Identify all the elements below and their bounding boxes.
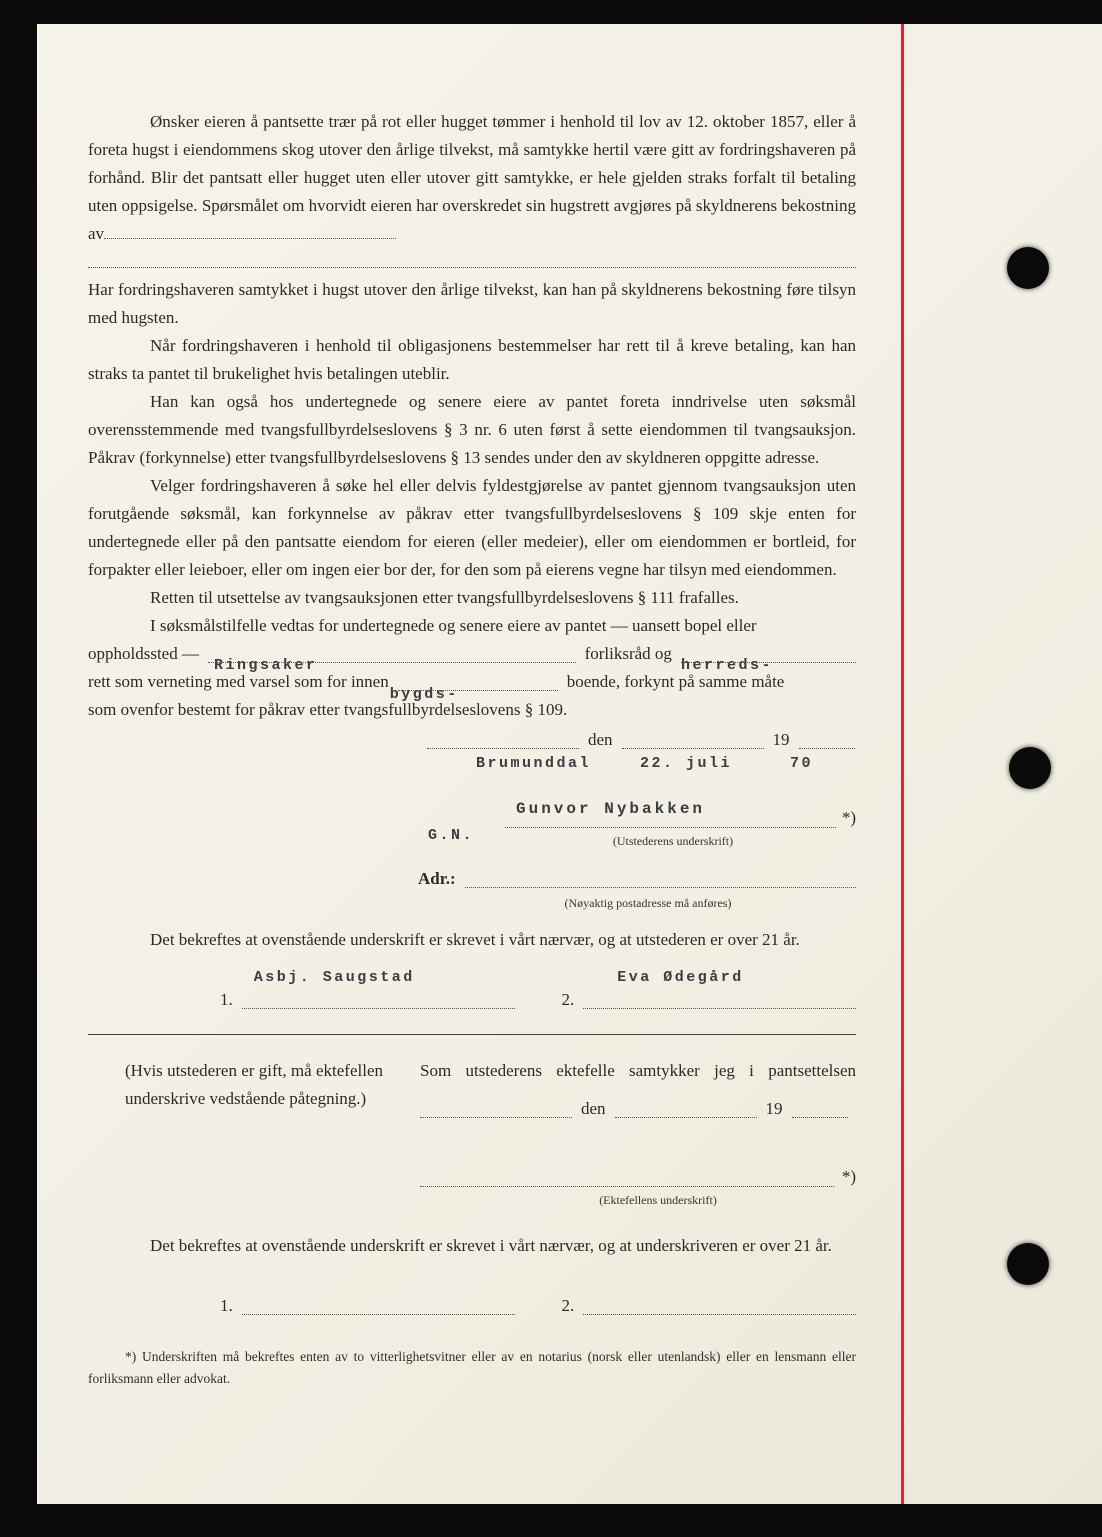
address-blank xyxy=(465,865,856,893)
spouse-signature-caption: (Ektefellens underskrift) xyxy=(599,1193,717,1207)
paragraph-venue-line4: som ovenfor bestemt for påkrav etter tvangsfullbyrdelseslovens § 109. xyxy=(88,700,568,719)
paragraph-enforcement: Han kan også hos undertegnede og senere eiere av pantet foreta inndrivelse uten søksmål overensstemmende med tvangsfullbyrdelseslovens § 3 nr. 6 uten først å sette eiendommen til tvangsauksjon. Påkrav (forkynnelse) etter tvangsfullbyrdelseslovens § 13 sendes under den av skyldneren oppgitte adresse. xyxy=(88,392,856,467)
punch-hole-middle xyxy=(1009,747,1051,789)
paragraph-forest-mortgage-text: Ønsker eieren å pantsette trær på rot eller hugget tømmer i henhold til lov av 12. oktober 1857, eller å foreta hugst i eiendommens skog utover den årlige tilvekst, må samtykke hertil være gitt av fordringshaveren på forhånd. Blir det pantsatt eller hugget uten eller utover gitt samtykke, er hele gjelden straks forfalt til betaling uten oppsigelse. Spørsmålet om hvorvidt eieren har overskredet sin hugstrett avgjøres på skyldnerens bekostning av xyxy=(88,112,856,243)
spouse-date-line xyxy=(420,1095,856,1123)
witness-row-spacer xyxy=(524,986,562,1014)
issuer-signature-caption: (Utstederens underskrift) xyxy=(612,834,734,848)
spouse-signature-line xyxy=(420,1186,834,1187)
fill-blank-continuation-line xyxy=(88,248,856,268)
witness-signature-row xyxy=(220,969,856,1014)
den-label: den xyxy=(588,730,613,749)
district-type-blank xyxy=(389,668,558,703)
spouse-consent-section xyxy=(88,1057,856,1208)
venue-pre-label: oppholdssted — xyxy=(88,644,199,663)
conciliation-board-blank xyxy=(208,640,576,674)
fill-blank-assessor xyxy=(104,235,396,239)
typed-court-prefix: herreds- xyxy=(680,657,773,674)
witness2-number: 2. xyxy=(561,990,575,1009)
text-column xyxy=(88,108,856,1390)
margin-red-line xyxy=(901,24,904,1504)
witness2-signature-line xyxy=(583,969,856,1014)
spouse-witness-spacer xyxy=(524,1292,562,1320)
spouse-witness2-number: 2. xyxy=(561,1296,575,1315)
spouse-year-blank xyxy=(792,1095,848,1123)
attestation-issuer: Det bekreftes at ovenstående underskrift er skrevet i vårt nærvær, og at utstederen er over 21 år. xyxy=(150,930,800,949)
address-row xyxy=(418,865,856,893)
typed-venue-place: Ringsaker xyxy=(213,657,318,674)
signing-date-line xyxy=(418,726,856,772)
paragraph-venue-line1: I søksmålstilfelle vedtas for undertegnede og senere eiere av pantet — uansett bopel eller xyxy=(150,616,757,635)
spouse-den-label: den xyxy=(581,1099,606,1118)
witness1-number: 1. xyxy=(220,990,233,1009)
spouse-date-blank xyxy=(615,1095,757,1123)
typed-district-prefix: bygds- xyxy=(389,686,459,703)
spouse-consent-block xyxy=(420,1057,856,1208)
punch-hole-top xyxy=(1007,247,1049,289)
paragraph-forced-auction: Velger fordringshaveren å søke hel eller delvis fyldestgjørelse av pantet gjennom tvangsauksjon uten forutgående søksmål, kan forkynnelse av påkrav etter tvangsfullbyrdelseslovens § 109 skje enten for undertegnede eller på den pantsatte eiendom for eieren (eller medeier), eller om eiendommen er bortleid, for forpakter eller leieboer, eller om ingen eier bor der, for den som på eierens vegne har tilsyn med eiendommen. xyxy=(88,476,856,579)
paragraph-logging-consent: Har fordringshaveren samtykket i hugst utover den årlige tilvekst, kan han på skyldnerens bekostning føre tilsyn med hugsten. xyxy=(88,280,856,327)
typed-sign-place: Brumunddal xyxy=(476,755,592,772)
typed-sign-year: 70 xyxy=(790,755,814,772)
year-19-label: 19 xyxy=(772,730,790,749)
district-post-label: boende, forkynt på samme måte xyxy=(566,672,785,691)
spouse-consent-text: Som utstederens ektefelle samtykker jeg i pantsettelsen xyxy=(420,1061,856,1080)
typed-issuer-name: Gunvor Nybakken xyxy=(516,800,706,818)
witness1-signature-line xyxy=(242,969,515,1014)
footnote-mark-issuer: *) xyxy=(841,808,856,827)
address-caption: (Nøyaktig postadresse må anføres) xyxy=(564,896,732,910)
footnote-text: *) Underskriften må bekreftes enten av to vitterlighetsvitner eller av en notarius (norsk eller utenlandsk) eller en lensmann eller forliksmann eller advokat. xyxy=(88,1349,856,1386)
venue-form-line xyxy=(88,640,856,674)
footnote-mark-spouse: *) xyxy=(841,1167,856,1186)
punch-hole-bottom xyxy=(1007,1243,1049,1285)
paragraph-forest-mortgage xyxy=(88,108,856,248)
spouse-witness1-line xyxy=(242,1292,515,1320)
spouse-witness1-number: 1. xyxy=(220,1296,233,1315)
spouse-witness-signature-row xyxy=(220,1292,856,1320)
typed-witness1-name: Asbj. Saugstad xyxy=(253,969,415,986)
typed-witness2-name: Eva Ødegård xyxy=(617,969,744,986)
spouse-witness2-line xyxy=(583,1292,856,1320)
issuer-signature-line xyxy=(505,827,836,828)
spouse-place-blank xyxy=(420,1095,572,1123)
venue-mid-label: forliksråd og xyxy=(584,644,672,663)
paper-page xyxy=(37,24,1102,1504)
typed-sign-date: 22. juli xyxy=(640,755,733,772)
court-type-blank xyxy=(680,640,856,674)
district-pre-label: rett som verneting med varsel som for innen xyxy=(88,672,389,691)
paragraph-payment-claim: Når fordringshaveren i henhold til obligasjonens bestemmelser har rett til å kreve betaling, kan han straks ta pantet til brukelighet hvis betalingen uteblir. xyxy=(88,336,856,383)
spouse-note: (Hvis utstederen er gift, må ektefellen underskrive vedstående påtegning.) xyxy=(125,1061,383,1108)
spouse-signature-row xyxy=(420,1161,856,1191)
paragraph-postponement-waiver: Retten til utsettelse av tvangsauksjonen etter tvangsfullbyrdelseslovens § 111 frafalles. xyxy=(150,588,739,607)
section-divider-line xyxy=(88,1034,856,1035)
attestation-spouse: Det bekreftes at ovenstående underskrift er skrevet i vårt nærvær, og at underskriveren er over 21 år. xyxy=(150,1236,832,1255)
address-label: Adr.: xyxy=(418,869,456,888)
typed-issuer-initials: G.N. xyxy=(428,827,475,844)
spouse-year-19-label: 19 xyxy=(765,1099,783,1118)
